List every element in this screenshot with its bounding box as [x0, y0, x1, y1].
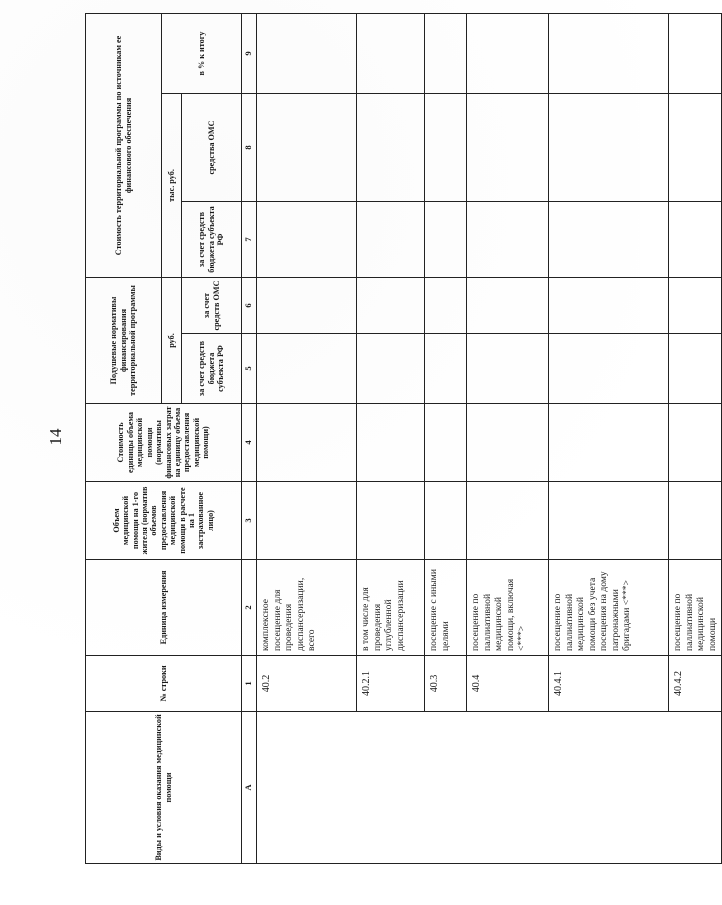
col-number: 1: [242, 656, 257, 712]
header-kinds: Виды и условия оказания медицинской помощи: [86, 712, 242, 864]
rotated-table-sheet: [85, 14, 718, 864]
col-number: 9: [242, 13, 257, 93]
header-oms-2: средства ОМС: [182, 93, 242, 201]
header-oms: за счет средств ОМС: [182, 277, 242, 333]
kinds-cell: [257, 712, 722, 864]
page-number: 14: [46, 428, 65, 446]
col-number: 4: [242, 404, 257, 482]
col-number: 5: [242, 334, 257, 404]
table-row: [257, 13, 357, 863]
row-unit: посещение по паллиативной медицинской помощи без учета посещения на дому патронажными бригадами <***>: [549, 560, 669, 656]
row-unit: комплексное посещение для проведения диспансеризации, всего: [257, 560, 357, 656]
row-code: 40.4: [467, 656, 549, 712]
row-code: 40.4.2: [669, 656, 722, 712]
row-code: 40.2: [257, 656, 357, 712]
col-number: 7: [242, 201, 257, 277]
header-budget-subject: за счет средств бюджета субъекта РФ: [182, 334, 242, 404]
header-row-no: № строки: [86, 656, 242, 712]
col-number: А: [242, 712, 257, 864]
header-cost-unit: Стоимость единицы объема медицинской помощи (нормативы финансовых затрат на единицу объема предоставления медицинской помощи): [86, 404, 242, 482]
row-unit: посещение с иными целями: [425, 560, 467, 656]
header-program-cost: Стоимость территориальной программы по источникам ее финансового обеспечения: [86, 13, 162, 277]
col-number: 8: [242, 93, 257, 201]
col-number: 6: [242, 277, 257, 333]
header-thous-rub: тыс. руб.: [162, 93, 182, 277]
header-volume: Объем медицинской помощи на 1-го жителя (норматив объемов предоставления медицинской помощи в расчете на 1 застрахованное лицо): [86, 482, 242, 560]
row-unit: в том числе для проведения углубленной диспансеризации: [357, 560, 425, 656]
row-unit: посещение по паллиативной медицинской помощи: [669, 560, 722, 656]
header-unit: Единица измерения: [86, 560, 242, 656]
header-percent: в % к итогу: [162, 13, 242, 93]
header-rub: руб.: [162, 277, 182, 403]
row-code: 40.2.1: [357, 656, 425, 712]
row-code: 40.3: [425, 656, 467, 712]
header-per-capita: Подушевые нормативы финансирования территориальной программы: [86, 277, 162, 403]
header-budget-subject-2: за счет средств бюджета субъекта РФ: [182, 201, 242, 277]
col-number: 3: [242, 482, 257, 560]
row-unit: посещение по паллиативной медицинской помощи, включая <***>: [467, 560, 549, 656]
row-code: 40.4.1: [549, 656, 669, 712]
financing-table: [85, 13, 722, 864]
col-number: 2: [242, 560, 257, 656]
